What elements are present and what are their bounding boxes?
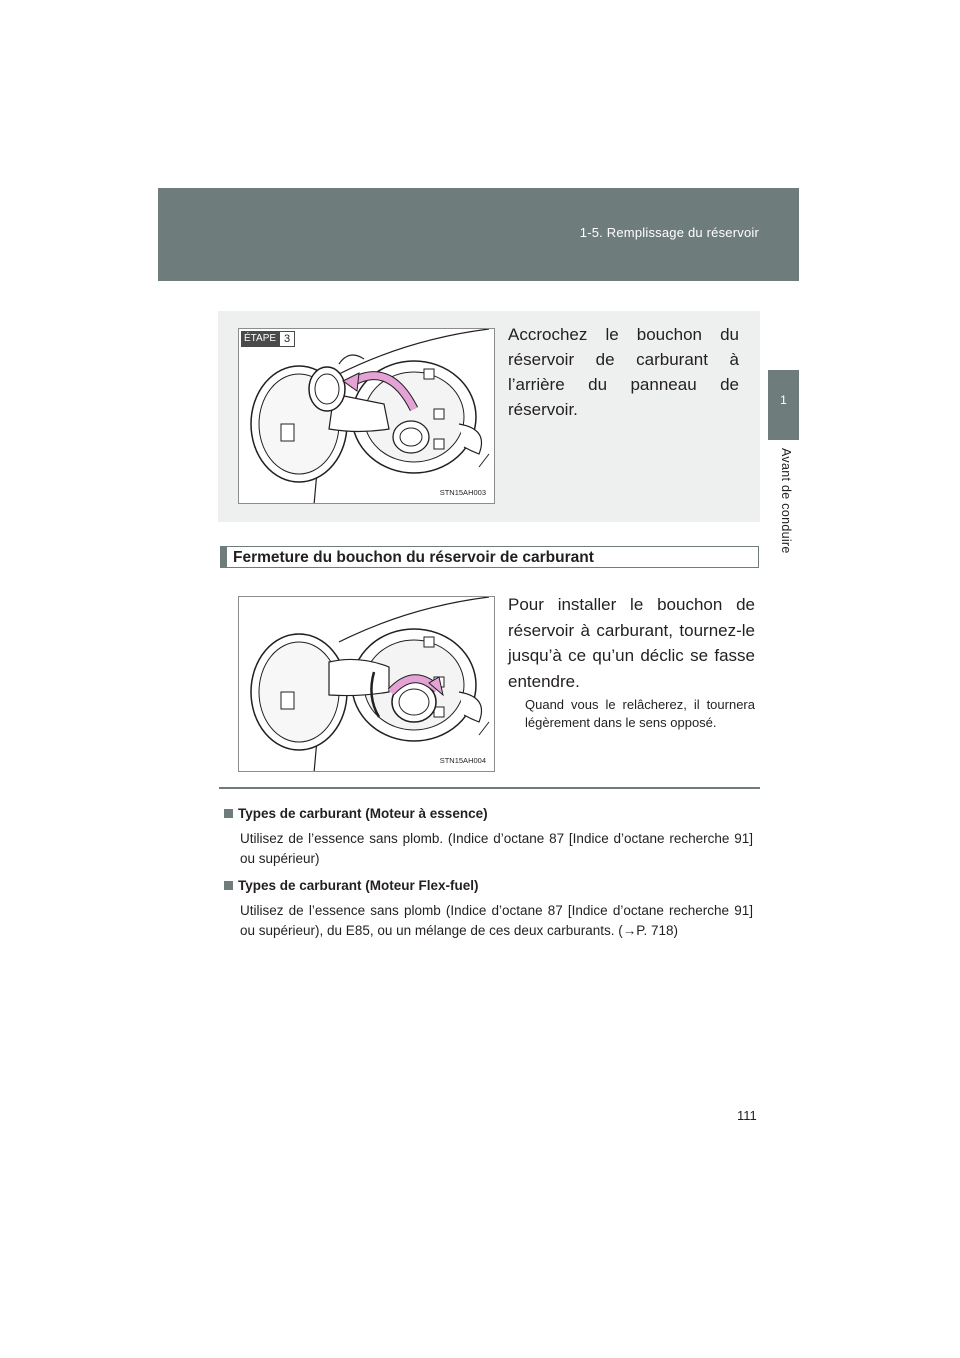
info-body: Utilisez de l’essence sans plomb (Indice d’octane 87 [Indice d’octane recherche 91] ou supérieur), du E85, ou un mélange de ces deux carburants. (→P. 718) bbox=[240, 903, 753, 938]
info-heading bbox=[224, 877, 479, 895]
fuel-door-open-illustration bbox=[239, 329, 495, 504]
figure-code: STN15AH003 bbox=[439, 488, 486, 497]
chapter-tab bbox=[768, 370, 799, 440]
section-divider bbox=[219, 787, 760, 789]
info-heading-text: Types de carburant (Moteur Flex-fuel) bbox=[238, 878, 479, 893]
info-heading bbox=[224, 805, 488, 823]
chapter-number: 1 bbox=[780, 393, 787, 407]
section-title: 1-5. Remplissage du réservoir bbox=[579, 225, 759, 240]
bullet-square-icon bbox=[224, 809, 233, 818]
info-heading-text: Types de carburant (Moteur à essence) bbox=[238, 806, 488, 821]
closing-figure bbox=[238, 596, 495, 772]
step-badge bbox=[241, 331, 295, 347]
chapter-label: Avant de conduire bbox=[779, 448, 793, 554]
step-text: Accrochez le bouchon du réservoir de carburant à l’arrière du panneau de réservoir. bbox=[508, 325, 739, 419]
fuel-cap-closing-illustration bbox=[239, 597, 495, 772]
header-band bbox=[158, 188, 799, 281]
closing-text: Pour installer le bouchon de réservoir à carburant, tournez-le jusqu’à ce qu’un déclic se fasse entendre. bbox=[508, 595, 755, 691]
figure-code: STN15AH004 bbox=[439, 756, 486, 765]
closing-note: Quand vous le relâcherez, il tournera légèrement dans le sens opposé. bbox=[525, 697, 755, 730]
section-heading bbox=[220, 546, 759, 568]
step-badge-label: ÉTAPE bbox=[241, 331, 279, 347]
heading-title: Fermeture du bouchon du réservoir de carburant bbox=[233, 549, 594, 566]
step-figure bbox=[238, 328, 495, 504]
step-badge-number: 3 bbox=[279, 331, 295, 347]
heading-accent-bar bbox=[221, 547, 227, 567]
step-panel bbox=[218, 311, 760, 522]
bullet-square-icon bbox=[224, 881, 233, 890]
info-body: Utilisez de l’essence sans plomb. (Indice d’octane 87 [Indice d’octane recherche 91] ou supérieur) bbox=[240, 831, 753, 866]
page-number: 111 bbox=[737, 1108, 757, 1123]
